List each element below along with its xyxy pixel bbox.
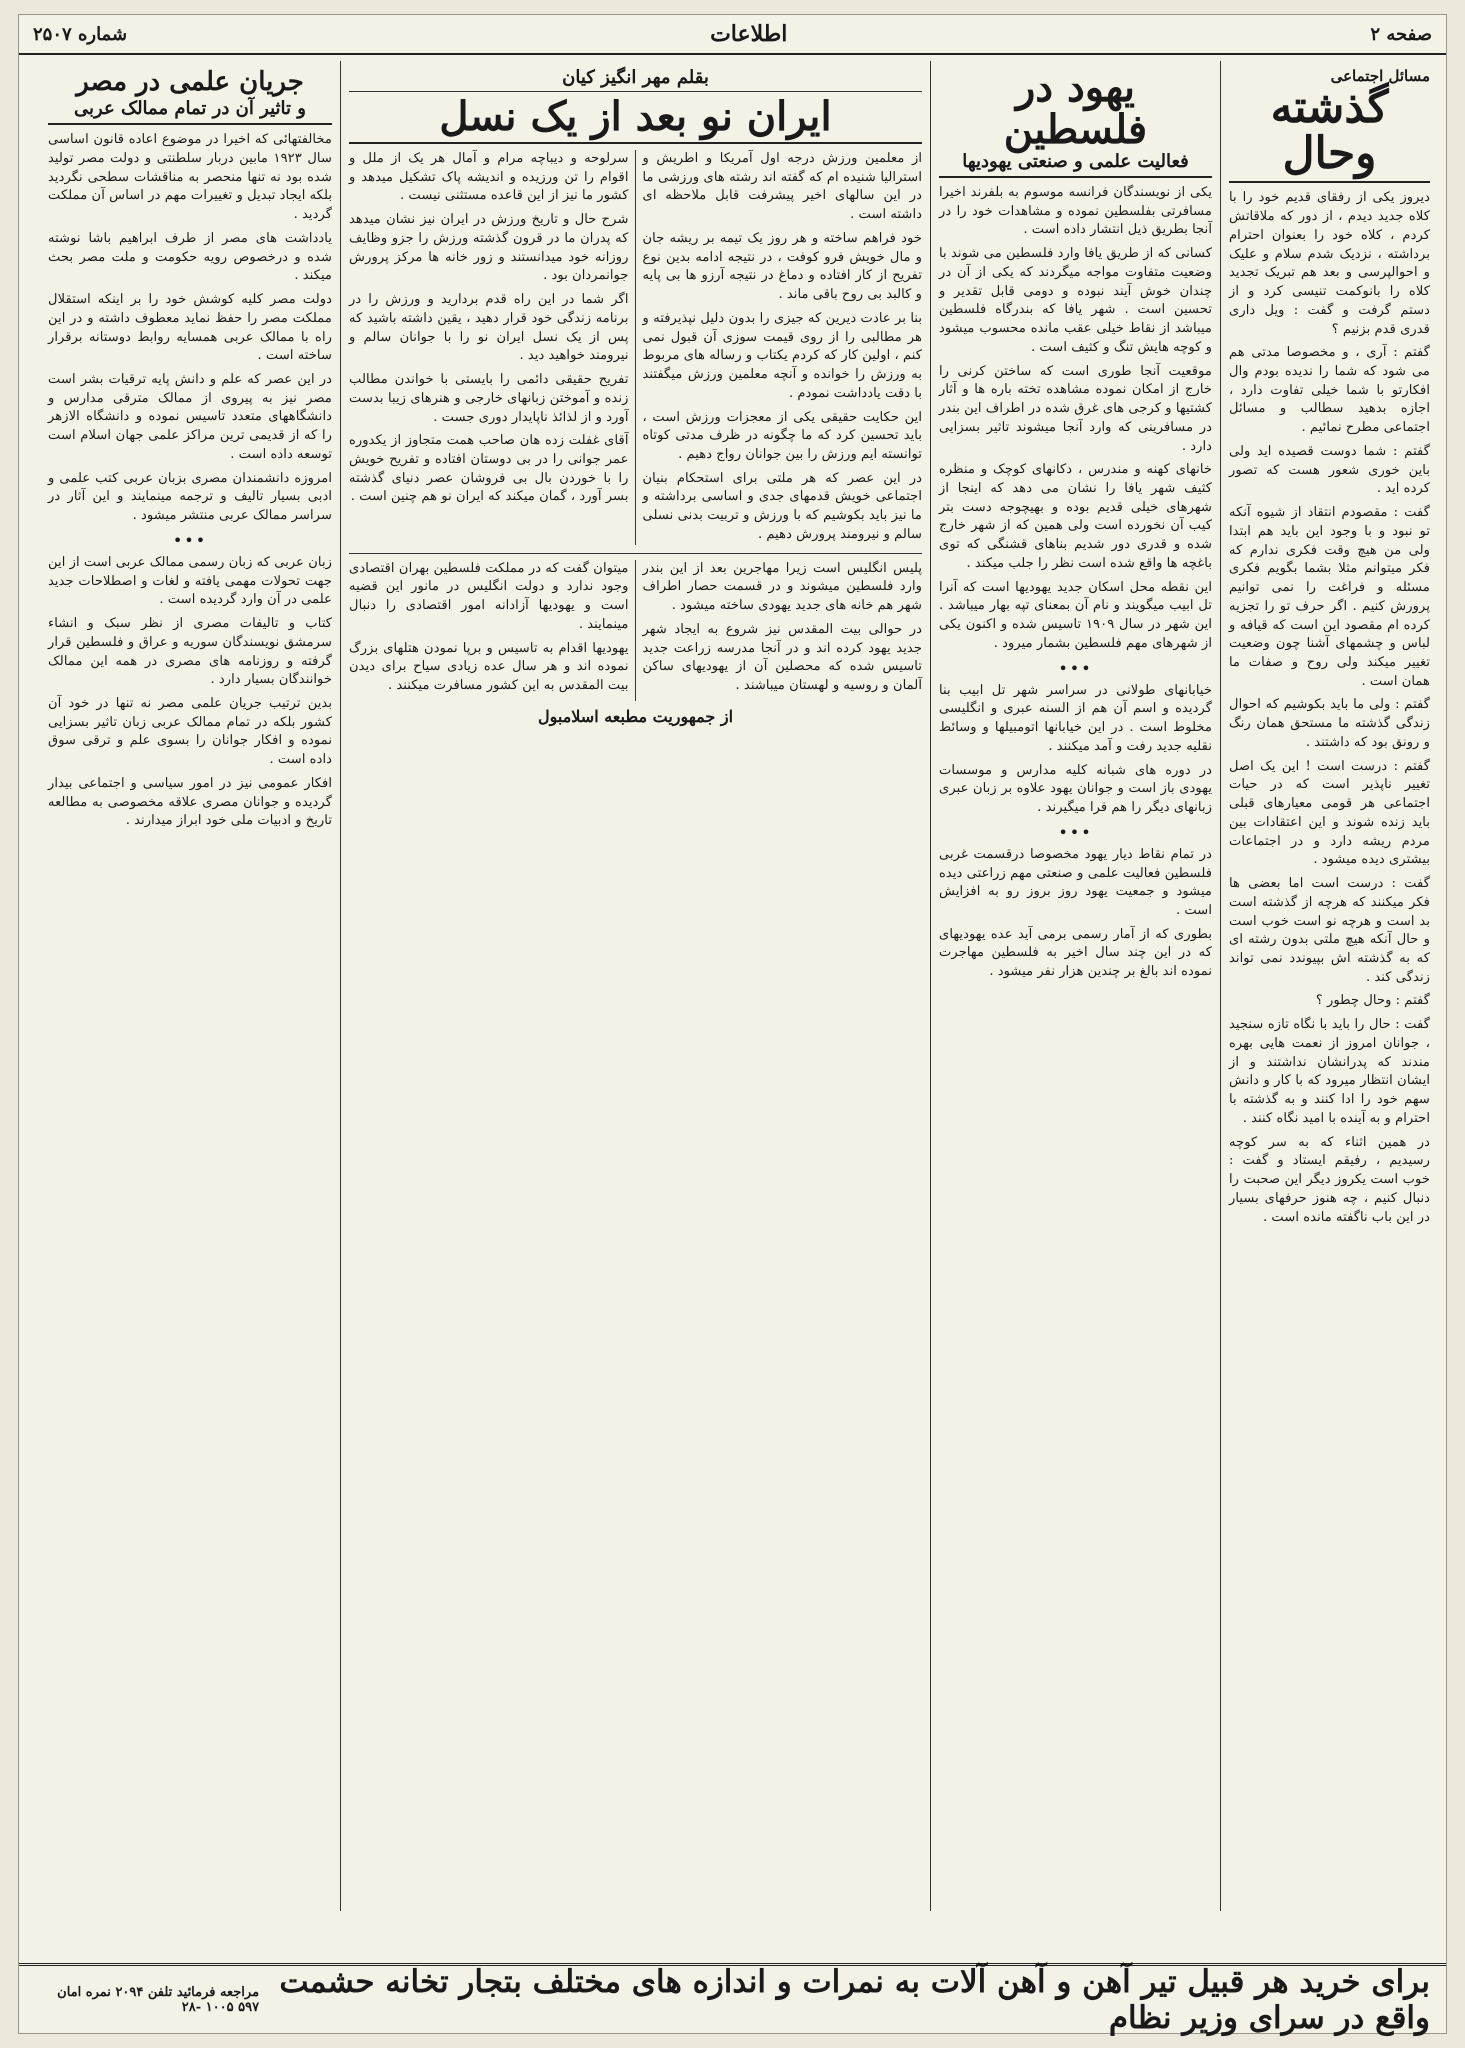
paragraph: پلیس انگلیس است زیرا مهاجرین بعد از این بندر وارد فلسطین میشوند و در قسمت حصار اطراف شهر هم خانه های جدید یهودی ساخته میشود . [642,560,922,614]
article-body [349,150,922,545]
article-subtitle: و تاثیر آن در تمام ممالک عربی [74,98,306,120]
paragraph: گفت : حال را باید با نگاه تازه سنجید ، جوانان امروز از نعمت هایی بهره مندند که پدرانشان نداشتند و از ایشان انتظار میرود که با کار و دانش سهم خود را ادا کنند و به گذشته با احترام و به آینده با امید نگاه کنند . [1229,1017,1430,1126]
advertisement-contact: مراجعه فرمائید تلفن ۲۰۹۴ نمره امان ۵۹۷ ۱۰۰۵ -۲۸ [57,1984,260,2015]
article-title: گذشته وحال [1270,82,1389,180]
column-past-present [1220,61,1438,1911]
section-rule [349,553,922,554]
paragraph: خود فراهم ساخته و هر روز یک تیمه بر ریشه جان و مال خویش فرو کوفت ، در نتیجه ادامه بدین نوع تفریح از کار افتاده و دماغ در نتیجه آرزو ها بی پایه و کالبد بی روح باقی ماند . [642,230,922,303]
paragraph: خانهای کهنه و مندرس ، دکانهای کوچک و منظره کثیف شهر یافا را نشان می دهد که اینجا از شهرهای خیلی قدیم بوده و بهیچوجه دست بتر کیب آن نخورده است ولی همین که از شهر خارج شده و قدری دور شدیم بناهای قشنگی که توی باغچه ها واقع شده است نظر را جلب میکند . [939,462,1212,571]
paragraph: موقعیت آنجا طوری است که ساختن کرنی را خارج از امکان نموده مشاهده تخته باره ها و آثار کشتیها و کرجی های غرق شده در اطراف این بندر در مسافرینی که وارد آنجا میشوند تاثیر بسزایی دارد . [939,363,1212,454]
footer-advertisement [19,1963,1446,2036]
article-body [48,131,332,831]
jews-palestine-header [939,64,1212,178]
paragraph: دیروز یکی از رفقای قدیم خود را با کلاه جدید دیدم ، از دور که ملاقاتش کردم ، کلاه خود را بعنوان احترام برداشته ، نزدیک شدم سلام و علیک و احوالپرسی و بعد هم تبریک تجدید کلاه را بانوکمت تنیسی کرد و از دستم گرفت و گفت : ویل داری قدری قدم بزنیم ؟ [1229,190,1430,337]
paragraph: در همین اثناء که به سر کوچه رسیدیم ، رفیقم ایستاد و گفت : خوب است یکروز دیگر این صحبت را دنبال کنیم ، چه هنوز حرفهای بسیار در این باب ناگفته مانده است . [1229,1134,1430,1225]
paragraph: تفریح حقیقی دائمی را بایستی با خواندن مطالب زنده و آموختن زبانهای خارجی و هنرهای زیبا بدست آورد و از لذائذ ناپایدار دوری جست . [349,372,629,425]
paragraph: میتوان گفت که در مملکت فلسطین بهران اقتصادی وجود ندارد و دولت انگلیس در مانور این قضیه است و یهودیها آزادانه امور اقتصادی را دنبال مینمایند . [349,560,629,632]
paragraph: گفتم : ولی ما باید بکوشیم که احوال زندگی گذشته ما مستحق همان رنگ و رونق بود که داشتند . [1229,697,1430,750]
new-iran-header [349,93,922,144]
advertisement-text: برای خرید هر قبیل تیر آهن و آهن آلات به نمرات و اندازه های مختلف بتجار تخانه حشمت واقع در سرای وزیر نظام [279,1963,1430,2036]
paragraph: دولت مصر کلیه کوشش خود را بر اینکه استقلال مملکت مصر را حفظ نماید معطوف داشته و در این راه با ممالک عربی همسایه روابط دوستانه برقرار ساخته است . [48,292,332,364]
newspaper-name: اطلاعات [710,21,788,47]
paragraph: در این عصر که هر ملتی برای استحکام بنیان اجتماعی خویش قدمهای جدی و اساسی برداشته و ما نیز باید بکوشیم که با ورزش و تربیت بدنی نسلی سالم و نیرومند پرورش دهیم . [642,470,922,542]
paragraph: یادداشت های مصر از طرف ابراهیم باشا نوشته شده و درخصوص رویه حکومت و ملت مصر بحث میکند . [48,230,332,284]
page-number: صفحه ۲ [1370,23,1432,45]
paragraph: از معلمین ورزش درجه اول آمریکا و اطریش و استرالیا شنیده ام که گفته اند رشته های ورزشی ما در این سالهای اخیر پیشرفت قابل ملاحظه ای داشته است . [642,151,922,223]
article-title: جریان علمی در مصر [76,67,304,97]
paragraph: این نقطه محل اسکان جدید یهودیها است که آنرا تل ابیب میگویند و نام آن بمعنای تپه بهار میباشد . این شهر در سال ۱۹۰۹ تاسیس شده و اکنون یکی از شهرهای مهم فلسطین بشمار میرود . [939,579,1213,651]
section-divider: ••• [1058,658,1093,678]
paragraph: گفتم : وحال چطور ؟ [1315,993,1430,1009]
paragraph: اگر شما در این راه قدم بردارید و ورزش را در برنامه زندگی خود قرار دهید ، یقین داشته باشید که پس از یک نسل ایران نو را با جوانان سالم و نیرومند خواهید دید . [349,292,629,364]
author-byline: بقلم مهر انگیز کیان [349,67,922,92]
column-jews-palestine [930,61,1220,1911]
paragraph: در حوالی بیت المقدس نیز شروع به ایجاد شهر جدید یهود کرده اند و در آنجا مدرسه زراعت جدید تاسیس شده که محصلین آن از یهودیهای ساکن آلمان و روسیه و لهستان میباشند . [642,621,922,694]
paragraph: یهودیها اقدام به تاسیس و برپا نمودن هتلهای بزرگ نموده اند و هر سال عده زیادی سیاح برای دیدن بیت المقدس به این کشور مسافرت میکنند . [349,640,629,694]
paragraph: زبان عربی که زبان رسمی ممالک عربی است از این جهت تحولات مهمی یافته و لغات و اصطلاحات جدید علمی در آن وارد گردیده است . [48,554,332,608]
paragraph: گفتم : شما دوست قصیده اید ولی باین خوری شعور هست که تصور کرده اید . [1229,443,1430,497]
newspaper-page [18,14,1447,2034]
issue-number: شماره ۲۵۰۷ [33,23,128,45]
paragraph: امروزه دانشمندان مصری بزبان عربی کتب علمی و ادبی بسیار تالیف و ترجمه مینمایند و این آثار در سراسر ممالک عربی منتشر میشود . [48,470,332,524]
masthead [19,15,1446,55]
column-new-iran [340,61,930,1911]
paragraph: بطوری که از آمار رسمی برمی آید عده یهودیهای که در این چند سال اخیر به فلسطین مهاجرت نموده اند بالغ بر چندین هزار نفر میشود . [939,926,1212,980]
paragraph: آقای غفلت زده هان صاحب همت متجاوز از یکدوره عمر جوانی را در بی دوستان افتاده و تفریح خویش را با خوردن بال بی فروشان عصر دنیای گذشته بسر آورد ، گمان میکند که ایران نو هم چنین است . [349,433,629,505]
paragraph: بنا بر عادت دیرین که جیزی را بدون دلیل نپذیرفته و هر مطالبی را از روی قیمت سوزی آن قبول نمی کنم ، اولین کار که کردم یکتاب و رساله های مربوط به ورزش را خوانده و آنچه معلمین ورزش میگفتند با دقت یادداشت نمودم . [642,310,922,401]
paragraph: مخالفتهائی که اخیرا در موضوع اعاده قانون اساسی سال ۱۹۲۳ مابین دربار سلطنتی و دولت مصر تولید شده بود نه تنها منحصر به مناقشات سطحی نگردید بلکه ایجاد تبدیل و تغییرات مهم در اساس آن مملکت گردید . [48,132,332,223]
paragraph: بدین ترتیب جریان علمی مصر نه تنها در خود آن کشور بلکه در تمام ممالک عربی زبان تاثیر بسزایی نموده و افکار جوانان را بسوی علم و ترقی سوق داده است . [48,696,332,768]
column-egypt [40,61,340,1911]
paragraph: در دوره های شبانه کلیه مدارس و موسسات یهودی باز است و جوانان یهود علاوه بر زبان عبری زبانهای دیگر را هم فرا میگیرند . [939,762,1212,816]
paragraph: کسانی که از طریق یافا وارد فلسطین می شوند با وضعیت متفاوت مواجه میگردند که یکی از آن در چندان خوش آیند نبوده و دومی قابل تقدیر و تحسین است . شهر یافا که بندرگاه فلسطین میباشد از نقاط خیلی عقب مانده محسوب میشود و کوچه هایش تنگ و کثیف است . [939,246,1212,355]
paragraph: شرح حال و تاریخ ورزش در ایران نیز نشان میدهد که پدران ما در قرون گذشته ورزش را جزو وظایف روزانه خود میدانستند و زور خانه ها مرکز پرورش جوانمردان بود . [349,212,629,284]
egypt-header [48,67,332,125]
article-body [939,184,1212,982]
article-subtitle: فعالیت علمی و صنعتی یهودیها [962,151,1189,172]
paragraph: یکی از نویسندگان فرانسه موسوم به بلفرند اخیرا مسافرتی بفلسطین نموده و مشاهدات خود را در آنجا بطریق ذیل انتشار داده است . [939,185,1212,238]
paragraph: افکار عمومی نیز در امور سیاسی و اجتماعی بیدار گردیده و جوانان مصری علاقه مخصوصی به مطالعه تاریخ و ادبیات ملی خود ابراز میدارند . [48,775,332,829]
paragraph: کتاب و تالیفات مصری از نظر سبک و انشاء سرمشق نویسندگان سوریه و عراق و فلسطین قرار گرفته و روزنامه های مصری در همه این ممالک خوانندگان بسیار دارد . [48,616,332,688]
past-present-header [1229,67,1430,183]
paragraph: گفتم : درست است ! این یک اصل تغییر ناپذیر است که در حیات اجتماعی هر قومی معیارهای قبلی باید زنده شوند و این اعتقادات بین مردم ریشه دارد و در اجتماعات بیشتری دیده میشود . [1229,758,1430,868]
paragraph: سرلوحه و دیباچه مرام و آمال هر یک از ملل و اقوام را تن ورزیده و اندیشه پاک تشکیل میدهد و کشور ما نیز از این قاعده مستثنی نیست . [349,151,629,204]
section-divider: ••• [1058,822,1093,842]
paragraph: در تمام نقاط دیار یهود مخصوصا درقسمت غربی فلسطین فعالیت علمی و صنعتی مهم زراعتی دیده میشود و جمعیت یهود روز بروز رو به افزایش است . [939,846,1212,918]
article-title: ایران نو بعد از یک نسل [439,93,832,140]
paragraph: این حکایت حقیقی یکی از معجزات ورزش است ، باید تحسین کرد که ما چگونه در ظرف مدتی کوتاه توانسته ایم ورزش را بین جوانان رواج دهیم . [642,409,922,463]
section-divider: ••• [172,530,208,550]
paragraph: گفت : درست است اما بعضی ها فکر میکنند که هرچه از گذشته است بد است و هرچه نو است خوب است و حال آنکه هیچ ملتی بدون رشته ای که به گذشته اش بپیوندد نمی تواند زندگی کند . [1229,876,1430,985]
section-kicker: مسائل اجتماعی [1330,67,1430,85]
article-title: یهود در فلسطین [1003,64,1148,153]
columns [27,61,1438,1911]
continued-body [349,560,922,701]
paragraph: گفت : مقصودم انتقاد از شیوه آنکه تو نبود و با وجود این باید هم ابتدا ولی من هیچ وقت فکری ندارم که فکر میتوانم مثلا بشما بگویم فکری مسئله و فراغت را نمی توانیم پرورش کنیم . اگر حرف تو را تجزیه کرده ام مقصود این است که قیافه و لباس و چشمهای آشنا چون وضعیت تغییر میکند ولی روح و صفات ما همان است . [1229,505,1430,689]
paragraph: خیابانهای طولانی در سراسر شهر تل ابیب بنا گردیده و اسم آن هم از السنه عبری و انگلیسی مخلوط است . در این خیابانها اتومبیلها و وسائط نقلیه جدید رفت و آمد میکنند . [939,682,1212,754]
source-credit: از جمهوریت مطبعه اسلامبول [537,706,734,726]
article-body [1229,189,1430,1227]
paragraph: گفتم : آری ، و مخصوصا مدتی هم می شود که شما را ندیده بودم وال افکارتو با شما خیلی تفاوت دارد ، اجازه بدهید سطالب و مسائل اجتماعی مطرح نمائیم . [1229,345,1430,436]
paragraph: در این عصر که علم و دانش پایه ترقیات بشر است مصر نیز به پیروی از ممالک مترقی مدارس و دانشگاههای متعدد تاسیس نموده و دانشگاه الازهر را که از قدیمی ترین مراکز علمی جهان اسلام است توسعه داده است . [48,372,332,462]
